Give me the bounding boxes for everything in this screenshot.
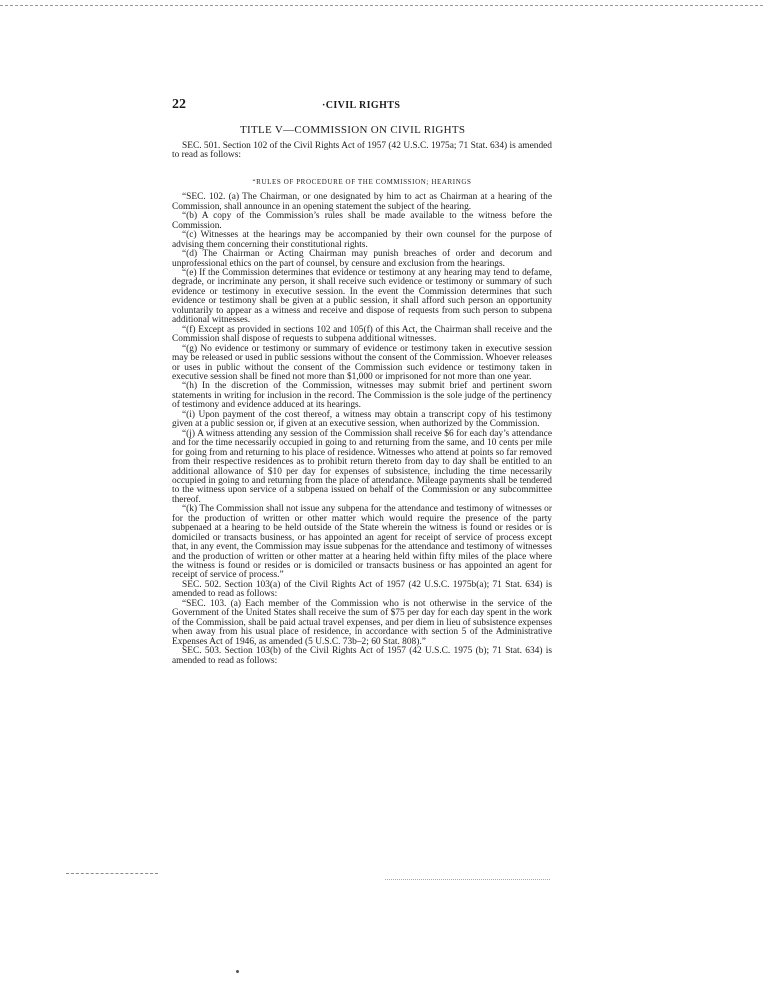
paragraph-sec-103-a: “SEC. 103. (a) Each member of the Commission who is not otherwise in the service of the Government of the United States shall receive the sum of $75 per day for each day spent in the work of the Commission, shall be paid actual travel expenses, and per diem in lieu of subsistence expenses when away from his usual place of residence, in accordance with section 5 of the Administrative Expenses Act of 1946, as amended (5 U.S.C. 73b–2; 60 Stat. 808).” xyxy=(172,598,552,647)
paragraph-e: “(e) If the Commission determines that evidence or testimony at any hearing may tend to defame, degrade, or incriminate any person, it shall receive such evidence or testimony or summary of such evidence or testimony in executive session. In the event the Commission determines that such evidence or testimony shall be given at a public session, it shall afford such person an opportunity voluntarily to appear as a witness and receive and dispose of requests from such person to subpena additional witnesses. xyxy=(172,267,552,326)
paragraph-sec-102-a: “SEC. 102. (a) The Chairman, or one designated by him to act as Chairman at a hearing of the Commission, shall announce in an opening statement the subject of the hearing. xyxy=(172,192,552,212)
paragraph-h: “(h) In the discretion of the Commission, witnesses may submit brief and pertinent sworn statements in writing for inclusion in the record. The Commission is the sole judge of the pertinency of testimony and evidence adduced at its hearings. xyxy=(172,381,552,411)
paragraph-g: “(g) No evidence or testimony or summary of evidence or testimony taken in executive session may be released or used in public sessions without the consent of the Commission. Whoever releases or uses in public without the consent of the Commission such evidence or testimony taken in executive session shall be fined not more than $1,000 or imprisoned for not more than one year. xyxy=(172,343,552,382)
paragraph-j: “(j) A witness attending any session of the Commission shall receive $6 for each day’s attendance and for the time necessarily occupied in going to and returning from the same, and 10 cents per mile for going from and returning to his place of residence. Witnesses who attend at points so far removed from their respective residences as to prohibit return thereto from day to day shall be entitled to an additional allowance of $10 per day for expenses of subsistence, including the time necessarily occupied in going to and returning from the place of attendance. Mileage payments shall be tendered to the witness upon service of a subpena issued on behalf of the Commission or any subcommittee thereof. xyxy=(172,428,552,505)
paragraph-sec-502: SEC. 502. Section 103(a) of the Civil Rights Act of 1957 (42 U.S.C. 1975b(a); 71 Stat. 634) is amended to read as follows: xyxy=(172,579,552,600)
paragraph-sec-501: SEC. 501. Section 102 of the Civil Rights Act of 1957 (42 U.S.C. 1975a; 71 Stat. 634) is amended to read as follows: xyxy=(172,141,552,161)
title-heading: TITLE V—COMMISSION ON CIVIL RIGHTS xyxy=(240,124,466,136)
scan-edge-line xyxy=(0,5,763,6)
paragraph-sec-503: SEC. 503. Section 103(b) of the Civil Rights Act of 1957 (42 U.S.C. 1975 (b); 71 Stat. 634) is amended to read as follows: xyxy=(172,646,552,666)
paragraph-k: “(k) The Commission shall not issue any subpena for the attendance and testimony of witnesses or for the production of written or other matter which would require the presence of the party subpenaed at a hearing to be held outside of the State wherein the witness is found or resides or is domiciled or transacts business, or has appointed an agent for receipt of service of process except that, in any event, the Commission may issue subpenas for the attendance and testimony of witnesses and the production of written or other matter at a hearing held within fifty miles of the place where the witness is found or resides or is domiciled or transacts business or has appointed an agent for receipt of service of process.” xyxy=(172,504,552,581)
paragraph-c: “(c) Witnesses at the hearings may be accompanied by their own counsel for the purpose of advising them concerning their constitutional rights. xyxy=(172,230,552,250)
paragraph-d: “(d) The Chairman or Acting Chairman may punish breaches of order and decorum and unprofessional ethics on the part of counsel, by censure and exclusion from the hearings. xyxy=(172,249,552,269)
document-body xyxy=(172,142,552,666)
paragraph-f: “(f) Except as provided in sections 102 and 105(f) of this Act, the Chairman shall receive and the Commission shall dispose of requests to subpena additional witnesses. xyxy=(172,324,552,345)
scan-artifact-dot xyxy=(236,970,239,973)
section-heading-rules: “RULES OF PROCEDURE OF THE COMMISSION; HEARINGS xyxy=(252,177,472,186)
page-number: 22 xyxy=(172,97,186,112)
scan-artifact-line xyxy=(66,873,158,874)
paragraph-b: “(b) A copy of the Commission’s rules shall be made available to the witness before the Commission. xyxy=(172,211,552,231)
running-head: ·CIVIL RIGHTS xyxy=(322,100,401,111)
scan-artifact-line xyxy=(385,879,550,880)
paragraph-i: “(i) Upon payment of the cost thereof, a witness may obtain a transcript copy of his testimony given at a public session or, if given at an executive session, when authorized by the Commission. xyxy=(172,409,552,430)
